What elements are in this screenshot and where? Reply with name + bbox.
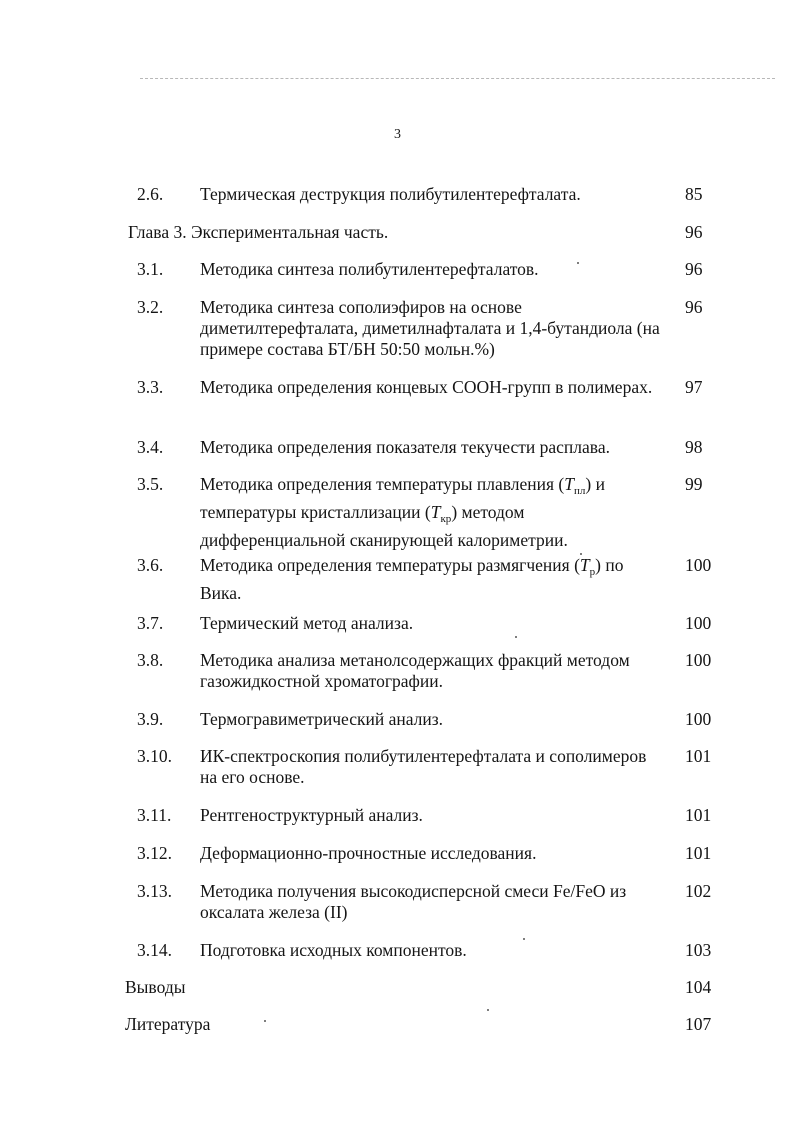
section-title: Методика синтеза сополиэфиров на основе диметилтерефталата, диметилнафталата и 1,4-бутандиола (на примере состава БТ/БН 50:50 мольн.%) — [200, 297, 660, 359]
section-number: 3.4. — [137, 437, 164, 457]
chapter-title: Глава 3. Экспериментальная часть. — [128, 222, 389, 242]
page-ref: 101 — [685, 805, 712, 825]
title-part: ) методом дифференциальной сканирующей калориметрии. — [200, 502, 568, 550]
section-number: 3.9. — [137, 709, 164, 729]
section-title: ИК-спектроскопия полибутилентерефталата и сополимеров на его основе. — [200, 746, 647, 787]
page-ref: 96 — [685, 259, 703, 279]
section-number: 3.2. — [137, 297, 164, 317]
page-ref: 100 — [685, 709, 712, 729]
scan-speck — [523, 938, 525, 940]
section-number: 3.13. — [137, 881, 172, 901]
section-title: Методика определения концевых СООН-групп в полимерах. — [200, 377, 653, 397]
section-number: 3.5. — [137, 474, 164, 494]
section-number: 3.3. — [137, 377, 164, 397]
section-title: Подготовка исходных компонентов. — [200, 940, 467, 960]
section-title: Методика определения показателя текучести расплава. — [200, 437, 610, 457]
section-title: Термический метод анализа. — [200, 613, 414, 633]
title-part: Методика определения температуры размягчения ( — [200, 555, 580, 575]
page-ref: 100 — [685, 650, 712, 670]
page-ref: 101 — [685, 746, 712, 766]
page-ref: 102 — [685, 881, 712, 901]
references-title: Литература — [125, 1014, 211, 1034]
title-part: ) и температуры кристаллизации ( — [200, 474, 605, 522]
scan-speck — [577, 262, 579, 264]
temperature-subscript: пл — [574, 485, 586, 497]
scan-speck — [580, 553, 582, 555]
section-title — [200, 474, 665, 551]
conclusions-title: Выводы — [125, 977, 186, 997]
page-ref: 98 — [685, 437, 703, 457]
section-title: Термогравиметрический анализ. — [200, 709, 444, 729]
section-title: Термическая деструкция полибутилентерефталата. — [200, 184, 581, 204]
section-number: 3.8. — [137, 650, 164, 670]
temperature-symbol: T — [564, 474, 574, 494]
section-title: Методика синтеза полибутилентерефталатов. — [200, 259, 539, 279]
section-title: Деформационно-прочностные исследования. — [200, 843, 537, 863]
page-ref: 103 — [685, 940, 712, 960]
scan-speck — [487, 1009, 489, 1011]
section-number: 2.6. — [137, 184, 164, 204]
section-number: 3.7. — [137, 613, 164, 633]
section-number: 3.6. — [137, 555, 164, 575]
section-number: 3.10. — [137, 746, 172, 766]
temperature-symbol: T — [430, 502, 441, 522]
section-number: 3.1. — [137, 259, 164, 279]
section-title: Рентгеноструктурный анализ. — [200, 805, 423, 825]
title-part: ) по Вика. — [200, 555, 624, 603]
page-ref: 96 — [685, 222, 703, 242]
page-ref: 85 — [685, 184, 703, 204]
temperature-subscript: кр — [440, 513, 452, 525]
title-part: Методика определения температуры плавления ( — [200, 474, 565, 494]
section-number: 3.14. — [137, 940, 172, 960]
page-ref: 97 — [685, 377, 703, 397]
page-ref: 96 — [685, 297, 703, 317]
section-title: Методика получения высокодисперсной смеси Fe/FeO из оксалата железа (II) — [200, 881, 627, 922]
page-ref: 107 — [685, 1014, 712, 1034]
temperature-subscript: р — [589, 566, 596, 578]
scan-speck — [264, 1020, 266, 1022]
page-ref: 100 — [685, 555, 712, 575]
section-number: 3.12. — [137, 843, 172, 863]
scan-speck — [515, 636, 517, 638]
section-title — [200, 555, 665, 604]
page-ref: 100 — [685, 613, 712, 633]
page-ref: 104 — [685, 977, 712, 997]
page-ref: 101 — [685, 843, 712, 863]
section-title: Методика анализа метанолсодержащих фракций методом газожидкостной хроматографии. — [200, 650, 630, 691]
temperature-symbol: T — [579, 555, 590, 575]
section-number: 3.11. — [137, 805, 172, 825]
page-ref: 99 — [685, 474, 703, 494]
page-number: 3 — [394, 127, 401, 142]
